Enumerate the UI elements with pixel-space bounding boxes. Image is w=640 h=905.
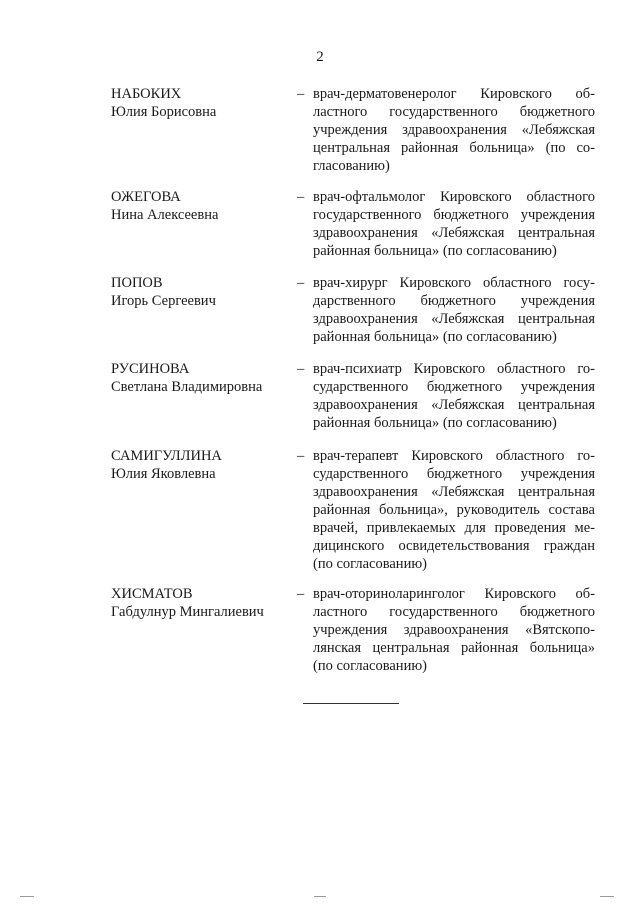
given-name: Юлия Борисовна <box>111 104 217 120</box>
role-line: центральная районная больница» (по со- <box>313 140 595 156</box>
role-line: учреждения здравоохранения «Вятскопо- <box>313 622 595 638</box>
role-line: сударственного бюджетного учреждения <box>313 379 595 395</box>
given-name: Игорь Сергеевич <box>111 293 216 309</box>
page-number: 2 <box>316 49 324 65</box>
role-line: районная больница» (по согласованию) <box>313 415 557 431</box>
scan-speck <box>600 896 614 897</box>
role-line: врач-оториноларинголог Кировского об- <box>313 586 595 602</box>
role-line: лянская центральная районная больница» <box>313 640 595 656</box>
role-line: (по согласованию) <box>313 556 427 572</box>
role-line: здравоохранения «Лебяжская центральная <box>313 397 595 413</box>
role-line: здравоохранения «Лебяжская центральная <box>313 311 595 327</box>
given-name: Габдулнур Мингалиевич <box>111 604 264 620</box>
role-line: гласованию) <box>313 158 390 174</box>
role-line: ластного государственного бюджетного <box>313 104 595 120</box>
role-line: дарственного бюджетного учреждения <box>313 293 595 309</box>
surname: ПОПОВ <box>111 275 163 291</box>
role-line: учреждения здравоохранения «Лебяжская <box>313 122 595 138</box>
role-description <box>313 274 595 346</box>
person-name <box>111 360 286 396</box>
role-line: врач-терапевт Кировского областного го- <box>313 448 595 464</box>
surname: САМИГУЛЛИНА <box>111 448 222 464</box>
role-line: врач-дерматовенеролог Кировского об- <box>313 86 595 102</box>
person-name <box>111 85 286 121</box>
role-line: врач-офтальмолог Кировского областного <box>313 189 595 205</box>
role-description <box>313 360 595 432</box>
role-line: ластного государственного бюджетного <box>313 604 595 620</box>
role-line: районная больница» (по согласованию) <box>313 329 557 345</box>
dash: – <box>297 189 305 205</box>
role-line: здравоохранения «Лебяжская центральная <box>313 484 595 500</box>
role-line: сударственного бюджетного учреждения <box>313 466 595 482</box>
role-description <box>313 447 595 573</box>
person-name <box>111 274 286 310</box>
surname: ОЖЕГОВА <box>111 189 181 205</box>
dash: – <box>297 448 305 464</box>
scan-speck <box>20 896 34 897</box>
person-name <box>111 585 286 621</box>
role-line: врач-хирург Кировского областного госу- <box>313 275 595 291</box>
person-name <box>111 447 286 483</box>
role-description <box>313 188 595 260</box>
role-line: государственного бюджетного учреждения <box>313 207 595 223</box>
dash: – <box>297 361 305 377</box>
scan-speck <box>314 896 326 897</box>
surname: НАБОКИХ <box>111 86 182 102</box>
role-line: районная больница», руководитель состава <box>313 502 595 518</box>
closing-rule <box>303 703 399 704</box>
given-name: Нина Алексеевна <box>111 207 219 223</box>
surname: РУСИНОВА <box>111 361 190 377</box>
role-line: дицинского освидетельствования граждан <box>313 538 595 554</box>
person-name <box>111 188 286 224</box>
role-line: (по согласованию) <box>313 658 427 674</box>
role-description <box>313 85 595 175</box>
dash: – <box>297 275 305 291</box>
surname: ХИСМАТОВ <box>111 586 193 602</box>
role-line: врачей, привлекаемых для проведения ме- <box>313 520 595 536</box>
role-line: районная больница» (по согласованию) <box>313 243 557 259</box>
role-line: врач-психиатр Кировского областного го- <box>313 361 595 377</box>
dash: – <box>297 86 305 102</box>
given-name: Юлия Яковлевна <box>111 466 216 482</box>
dash: – <box>297 586 305 602</box>
role-description <box>313 585 595 675</box>
role-line: здравоохранения «Лебяжская центральная <box>313 225 595 241</box>
given-name: Светлана Владимировна <box>111 379 263 395</box>
